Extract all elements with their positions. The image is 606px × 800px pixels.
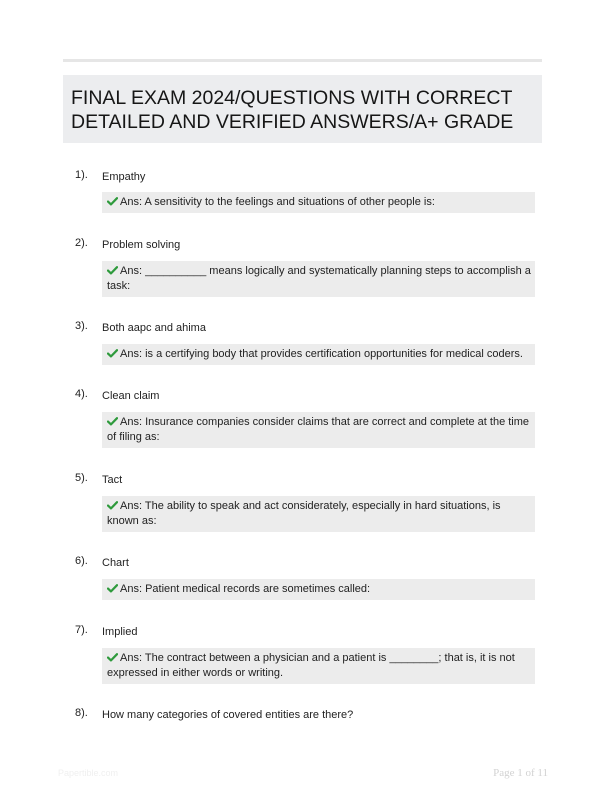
check-icon: [107, 584, 118, 593]
check-icon: [107, 653, 118, 662]
check-icon: [107, 417, 118, 426]
question-text: Both aapc and ahima: [102, 322, 206, 334]
answer-text: Ans: A sensitivity to the feelings and situations of other people is:: [120, 196, 435, 208]
question-text: Chart: [102, 557, 129, 569]
check-icon: [107, 501, 118, 510]
footer-site-watermark: Papertible.com: [58, 768, 119, 778]
question-number: 6).: [75, 555, 88, 567]
answer-box: [102, 496, 535, 532]
answer-text: Ans: Insurance companies consider claims that are correct and complete at the time of filing as:: [107, 416, 530, 443]
answer-box: [102, 344, 535, 365]
answer-box: [102, 579, 535, 600]
question-number: 5).: [75, 472, 88, 484]
answer-text: Ans: Patient medical records are sometimes called:: [120, 583, 371, 595]
question-text: Clean claim: [102, 390, 160, 402]
answer-text: Ans: The contract between a physician and a patient is ________; that is, it is not expressed in either words or writing.: [107, 652, 515, 679]
answer-box: [102, 261, 535, 297]
question-number: 4).: [75, 388, 88, 400]
document-title-line-2: DETAILED AND VERIFIED ANSWERS/A+ GRADE: [71, 111, 514, 133]
answer-box: [102, 412, 535, 448]
question-number: 2).: [75, 237, 88, 249]
answer-text: Ans: __________ means logically and systematically planning steps to accomplish a task:: [107, 265, 531, 292]
answer-text: Ans: The ability to speak and act considerately, especially in hard situations, is known as:: [107, 500, 501, 527]
check-icon: [107, 197, 118, 206]
question-text: How many categories of covered entities are there?: [102, 709, 354, 721]
check-icon: [107, 349, 118, 358]
answer-box: [102, 648, 535, 684]
document-title-line-1: FINAL EXAM 2024/QUESTIONS WITH CORRECT: [71, 87, 513, 109]
question-text: Problem solving: [102, 239, 181, 251]
check-icon: [107, 266, 118, 275]
top-divider: [63, 59, 542, 62]
question-number: 1).: [75, 169, 88, 181]
document-title-block: [63, 75, 542, 143]
question-text: Tact: [102, 474, 123, 486]
answer-text: Ans: is a certifying body that provides certification opportunities for medical coders.: [120, 348, 523, 360]
question-number: 8).: [75, 707, 88, 719]
answer-box: [102, 192, 535, 213]
question-text: Implied: [102, 626, 138, 638]
question-text: Empathy: [102, 171, 146, 183]
question-number: 7).: [75, 624, 88, 636]
footer-page-number: Page 1 of 11: [493, 767, 548, 779]
question-number: 3).: [75, 320, 88, 332]
